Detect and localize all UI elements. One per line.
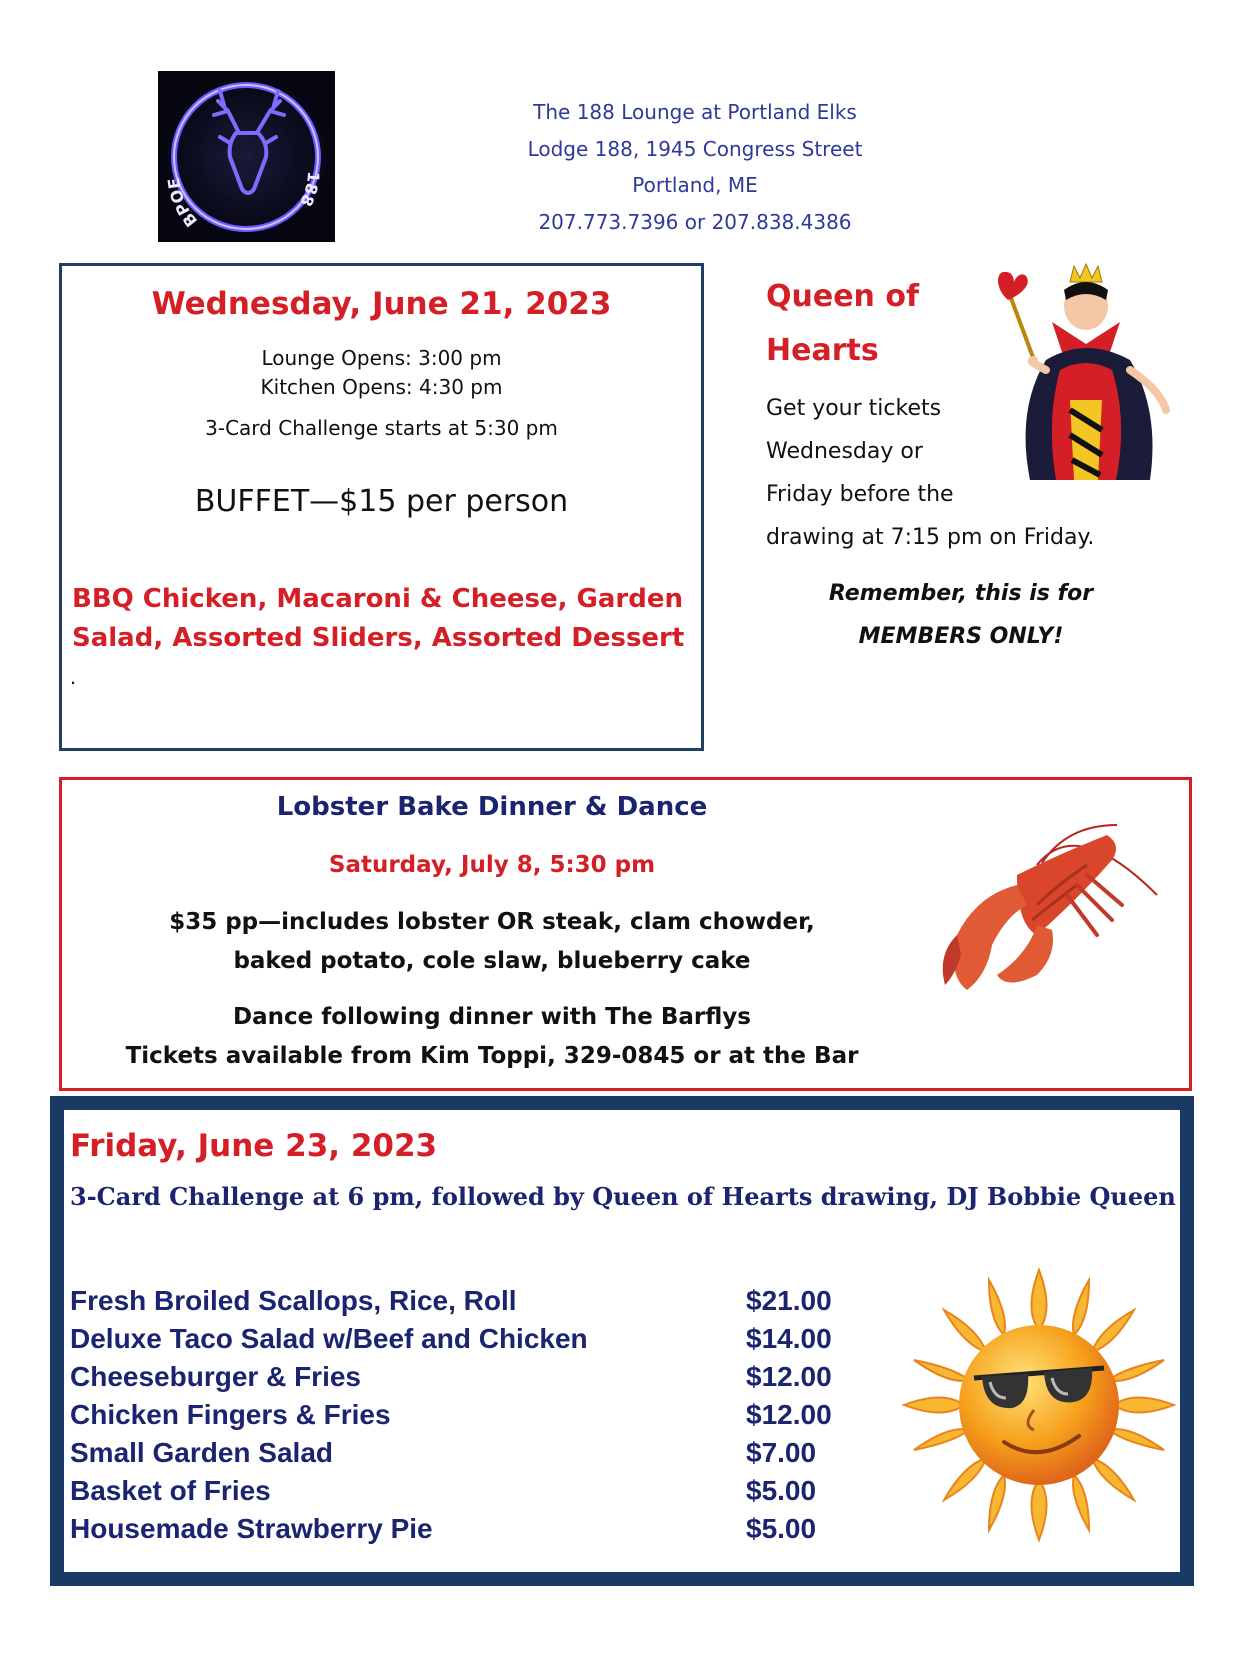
tickets-line: Tickets available from Kim Toppi, 329-0845 or at the Bar bbox=[125, 1043, 859, 1069]
menu-item-price: $21.00 bbox=[746, 1285, 832, 1316]
menu-item-name: Fresh Broiled Scallops, Rice, Roll bbox=[70, 1285, 517, 1316]
logo-188-text: 188 bbox=[296, 170, 324, 210]
lobster-bake-title: Lobster Bake Dinner & Dance bbox=[276, 792, 708, 822]
qoh-body-line-3: Friday before the bbox=[766, 482, 954, 507]
lobster-bake-date: Saturday, July 8, 5:30 pm bbox=[328, 852, 656, 878]
menu-item-price: $14.00 bbox=[746, 1323, 832, 1354]
header-phone: 207.773.7396 or 207.838.4386 bbox=[538, 209, 852, 234]
header-line-2: Lodge 188, 1945 Congress Street bbox=[527, 136, 863, 161]
lobster-illustration bbox=[917, 805, 1177, 1005]
friday-subtitle: 3-Card Challenge at 6 pm, followed by Queen of Hearts drawing, DJ Bobbie Queen bbox=[70, 1182, 1176, 1211]
friday-title: Friday, June 23, 2023 bbox=[70, 1128, 438, 1164]
menu-item-price: $5.00 bbox=[746, 1475, 817, 1506]
remember-line-1: Remember, this is for bbox=[828, 581, 1094, 606]
wednesday-event-box bbox=[59, 263, 704, 751]
elk-neon-logo bbox=[158, 71, 335, 242]
friday-event-box bbox=[50, 1096, 1194, 1586]
header-line-1: The 188 Lounge at Portland Elks bbox=[533, 100, 857, 124]
remember-line-2: MEMBERS ONLY! bbox=[858, 624, 1064, 649]
qoh-title-line-2: Hearts bbox=[766, 333, 879, 368]
buffet-menu: BBQ Chicken, Macaroni & Cheese, Garden Salad, Assorted Sliders, Assorted Dessert bbox=[72, 584, 685, 653]
qoh-title-line-1: Queen of bbox=[766, 279, 920, 314]
header-line-3: Portland, ME bbox=[632, 173, 758, 197]
buffet-price: BUFFET—$15 per person bbox=[194, 484, 569, 519]
menu-item-price: $7.00 bbox=[746, 1437, 817, 1468]
challenge-time: 3-Card Challenge starts at 5:30 pm bbox=[205, 416, 558, 440]
menu-item-name: Deluxe Taco Salad w/Beef and Chicken bbox=[70, 1323, 588, 1354]
sun-sunglasses-illustration bbox=[894, 1260, 1184, 1550]
queen-of-hearts-illustration bbox=[990, 260, 1180, 500]
members-only-note bbox=[766, 572, 1156, 658]
dance-line: Dance following dinner with The Barflys bbox=[233, 1004, 751, 1030]
lobster-desc-line-2: baked potato, cole slaw, blueberry cake bbox=[233, 948, 751, 974]
kitchen-opens: Kitchen Opens: 4:30 pm bbox=[260, 375, 503, 399]
menu-item-price: $12.00 bbox=[746, 1399, 832, 1430]
qoh-body-line-1: Get your tickets bbox=[766, 396, 942, 421]
queen-of-hearts-title bbox=[766, 270, 986, 378]
menu-item-name: Cheeseburger & Fries bbox=[70, 1361, 361, 1392]
lodge-address-header bbox=[470, 94, 920, 240]
lobster-bake-description bbox=[62, 903, 922, 981]
menu-item-name: Housemade Strawberry Pie bbox=[70, 1513, 433, 1544]
wednesday-title: Wednesday, June 21, 2023 bbox=[151, 286, 612, 322]
menu-item-price: $12.00 bbox=[746, 1361, 832, 1392]
lobster-bake-box bbox=[59, 777, 1192, 1091]
lobster-desc-line-1: $35 pp—includes lobster OR steak, clam chowder, bbox=[169, 909, 815, 935]
menu-item-price: $5.00 bbox=[746, 1513, 817, 1544]
menu-item-name: Basket of Fries bbox=[70, 1475, 271, 1506]
stray-dot: . bbox=[70, 664, 77, 689]
menu-item-name: Small Garden Salad bbox=[70, 1437, 333, 1468]
menu-item-name: Chicken Fingers & Fries bbox=[70, 1399, 391, 1430]
lounge-opens: Lounge Opens: 3:00 pm bbox=[261, 346, 502, 370]
qoh-body-line-2: Wednesday or bbox=[766, 439, 923, 464]
lobster-bake-dance-info bbox=[62, 998, 922, 1076]
logo-bpoe-text: BPOE bbox=[164, 176, 201, 231]
qoh-body-line-4: drawing at 7:15 pm on Friday. bbox=[766, 525, 1095, 550]
